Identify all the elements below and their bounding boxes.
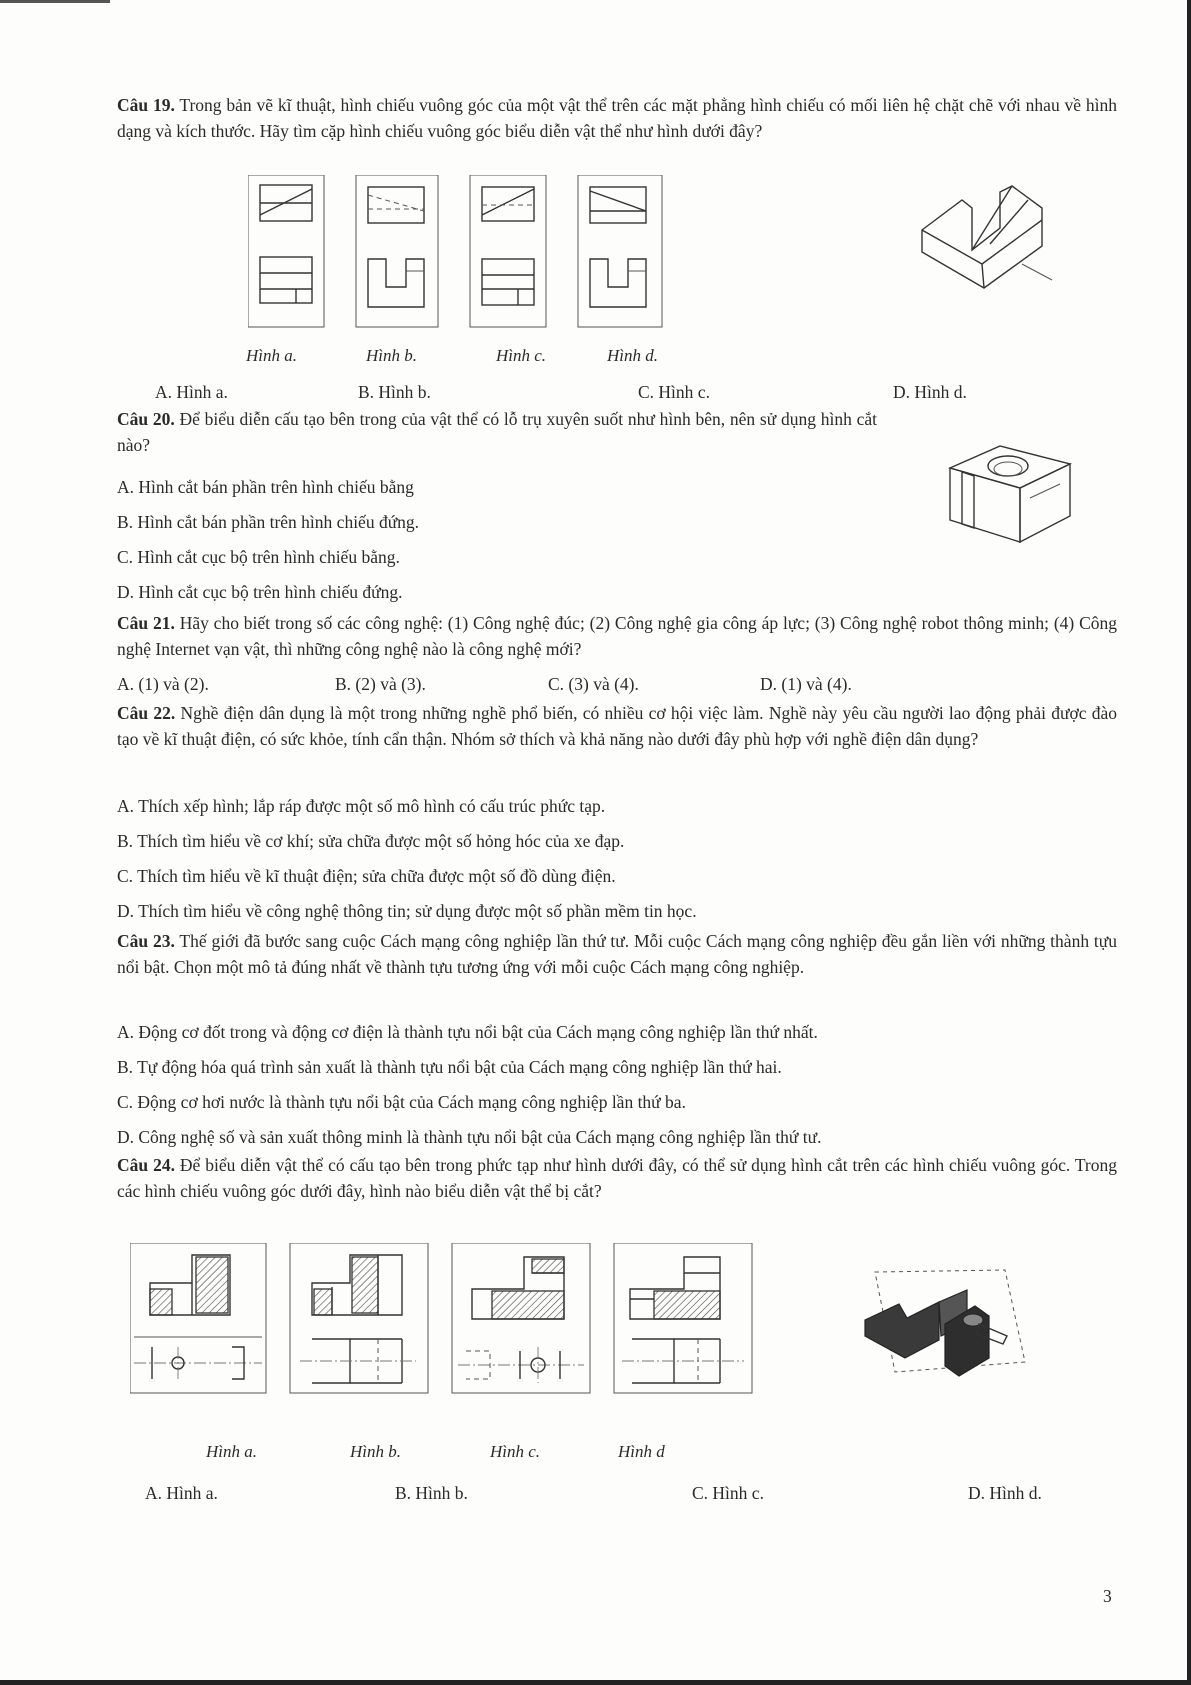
q22-option-c[interactable]: C. Thích tìm hiểu về kĩ thuật điện; sửa chữa được một số đồ dùng điện.	[117, 866, 616, 886]
q19-option-c[interactable]: C. Hình c.	[638, 382, 710, 402]
q20-option-b[interactable]: B. Hình cắt bán phần trên hình chiếu đứng.	[117, 512, 420, 532]
q19-object-isometric	[912, 180, 1062, 300]
q19-projection-figures	[248, 175, 688, 335]
q20-option-c[interactable]: C. Hình cắt cục bộ trên hình chiếu bằng.	[117, 547, 400, 567]
q24-caption-c: Hình c.	[490, 1442, 541, 1461]
q23-option-d[interactable]: D. Công nghệ số và sản xuất thông minh là thành tựu nổi bật của Cách mạng công nghiệp lần thứ tư.	[117, 1127, 822, 1147]
q20-label: Câu 20.	[117, 409, 175, 429]
q24-caption-b: Hình b.	[350, 1442, 401, 1461]
q23-label: Câu 23.	[117, 931, 175, 951]
q24-label: Câu 24.	[117, 1155, 175, 1175]
q20-stem	[117, 406, 877, 458]
q24-section-figures	[130, 1243, 760, 1398]
q21-option-c[interactable]: C. (3) và (4).	[548, 674, 639, 694]
scan-edge-bottom	[0, 1680, 1191, 1685]
q24-figure-d	[614, 1243, 752, 1393]
q24-object-cut-isometric	[855, 1262, 1035, 1392]
q21-label: Câu 21.	[117, 613, 175, 633]
q19-text: Trong bản vẽ kĩ thuật, hình chiếu vuông góc của một vật thể trên các mặt phẳng hình chiếu có mối liên hệ chặt chẽ với nhau về hình dạng và kích thước. Hãy tìm cặp hình chiếu vuông góc biểu diễn vật thể như hình dưới đây?	[117, 95, 1118, 141]
q24-option-d[interactable]: D. Hình d.	[968, 1483, 1042, 1503]
q19-figure-b	[356, 175, 438, 327]
q20-text: Để biểu diễn cấu tạo bên trong của vật thể có lỗ trụ xuyên suốt như hình bên, nên sử dụng hình cắt nào?	[117, 409, 877, 455]
q19-option-b[interactable]: B. Hình b.	[358, 382, 431, 402]
q24-figure-c	[452, 1243, 590, 1393]
q24-option-a[interactable]: A. Hình a.	[145, 1483, 218, 1503]
q23-stem	[117, 928, 1117, 980]
q19-label: Câu 19.	[117, 95, 175, 115]
q22-label: Câu 22.	[117, 703, 176, 723]
q19-figure-d	[578, 175, 662, 327]
q23-option-c[interactable]: C. Động cơ hơi nước là thành tựu nổi bật của Cách mạng công nghiệp lần thứ ba.	[117, 1092, 686, 1112]
q21-option-d[interactable]: D. (1) và (4).	[760, 674, 852, 694]
q24-text: Để biểu diễn vật thể có cấu tạo bên trong phức tạp như hình dưới đây, có thể sử dụng hình cắt trên các hình chiếu vuông góc. Trong các hình chiếu vuông góc dưới đây, hình nào biểu diễn vật thể bị cắt?	[117, 1155, 1118, 1201]
q23-text: Thế giới đã bước sang cuộc Cách mạng công nghiệp lần thứ tư. Mỗi cuộc Cách mạng công nghiệp đều gắn liền với những thành tựu nổi bật. Chọn một mô tả đúng nhất về thành tựu tương ứng với mỗi cuộc Cách mạng công nghiệp.	[117, 931, 1118, 977]
q23-option-a[interactable]: A. Động cơ đốt trong và động cơ điện là thành tựu nổi bật của Cách mạng công nghiệp lần thứ nhất.	[117, 1022, 818, 1042]
q19-figure-c	[470, 175, 546, 327]
q21-option-b[interactable]: B. (2) và (3).	[335, 674, 426, 694]
q19-caption-c: Hình c.	[496, 346, 547, 365]
q20-option-a[interactable]: A. Hình cắt bán phần trên hình chiếu bằng	[117, 477, 414, 497]
q23-option-b[interactable]: B. Tự động hóa quá trình sản xuất là thành tựu nổi bật của Cách mạng công nghiệp lần thứ hai.	[117, 1057, 782, 1077]
q22-option-b[interactable]: B. Thích tìm hiểu về cơ khí; sửa chữa được một số hỏng hóc của xe đạp.	[117, 831, 625, 851]
q24-caption-a: Hình a.	[206, 1442, 257, 1461]
q24-option-b[interactable]: B. Hình b.	[395, 1483, 468, 1503]
q24-option-c[interactable]: C. Hình c.	[692, 1483, 764, 1503]
q20-object-with-hole	[940, 438, 1080, 548]
q22-text: Nghề điện dân dụng là một trong những nghề phổ biến, có nhiều cơ hội việc làm. Nghề này yêu cầu người lao động phải được đào tạo về kĩ thuật điện, có sức khỏe, tính cẩn thận. Nhóm sở thích và khả năng nào dưới đây phù hợp với nghề điện dân dụng?	[117, 703, 1118, 749]
q19-option-a[interactable]: A. Hình a.	[155, 382, 228, 402]
q21-text: Hãy cho biết trong số các công nghệ: (1) Công nghệ đúc; (2) Công nghệ gia công áp lực; (3) Công nghệ robot thông minh; (4) Công nghệ Internet vạn vật, thì những công nghệ nào là công nghệ mới?	[117, 613, 1117, 659]
q19-caption-b: Hình b.	[366, 346, 417, 365]
q22-stem	[117, 700, 1117, 752]
q24-caption-d: Hình d	[618, 1442, 665, 1461]
q19-stem	[117, 92, 1117, 144]
q24-figure-a	[130, 1243, 266, 1393]
q19-caption-a: Hình a.	[246, 346, 297, 365]
scan-edge-right	[1187, 0, 1191, 1685]
q19-option-d[interactable]: D. Hình d.	[893, 382, 967, 402]
q20-option-d[interactable]: D. Hình cắt cục bộ trên hình chiếu đứng.	[117, 582, 403, 602]
q19-figure-a	[248, 175, 324, 327]
q24-stem	[117, 1152, 1117, 1204]
q22-option-a[interactable]: A. Thích xếp hình; lắp ráp được một số mô hình có cấu trúc phức tạp.	[117, 796, 606, 816]
q21-option-a[interactable]: A. (1) và (2).	[117, 674, 209, 694]
q22-option-d[interactable]: D. Thích tìm hiểu về công nghệ thông tin; sử dụng được một số phần mềm tin học.	[117, 901, 697, 921]
q21-stem	[117, 610, 1117, 662]
q19-caption-d: Hình d.	[607, 346, 658, 365]
scan-edge-top	[0, 0, 110, 3]
page-number: 3	[1103, 1586, 1112, 1606]
q24-figure-b	[290, 1243, 428, 1393]
